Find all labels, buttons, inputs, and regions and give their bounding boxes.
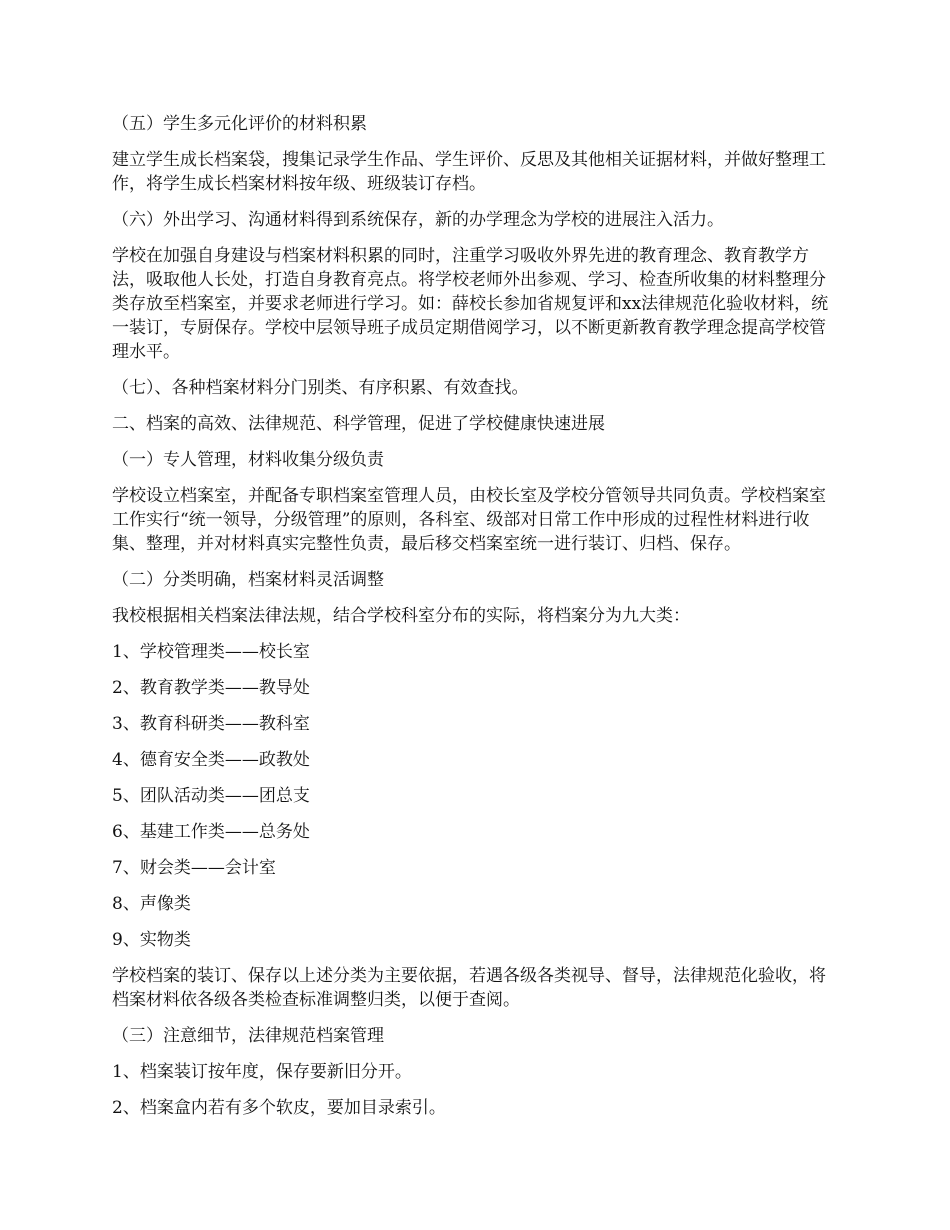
section-heading-7: （七）、各种档案材料分门别类、有序积累、有效查找。 <box>112 378 529 398</box>
chapter-heading-2: 二、档案的高效、法律规范、科学管理，促进了学校健康快速进展 <box>112 414 605 434</box>
subsection-heading-2: （二）分类明确，档案材料灵活调整 <box>112 570 384 590</box>
classification-item-1: 1、学校管理类——校长室 <box>112 642 310 662</box>
subsection-heading-3: （三）注意细节，法律规范档案管理 <box>112 1026 384 1046</box>
paragraph-binding-and-storage: 学校档案的装订、保存以上述分类为主要依据，若遇各级各类视导、督导，法律规范化验收，将档案材料依各级各类检查标准调整归类，以便于查阅。 <box>112 966 826 1010</box>
classification-item-4: 4、德育安全类——政教处 <box>112 750 310 770</box>
document-body <box>112 112 838 1132</box>
paragraph-archive-room-management: 学校设立档案室，并配备专职档案室管理人员，由校长室及学校分管领导共同负责。学校档案室工作实行“统一领导，分级管理”的原则，各科室、级部对日常工作中形成的过程性材料进行收集、整理，并对材料真实完整性负责，最后移交档案室统一进行装订、归档、保存。 <box>112 486 826 554</box>
classification-item-9: 9、实物类 <box>112 930 191 950</box>
paragraph-classification-intro: 我校根据相关档案法律法规，结合学校科室分布的实际，将档案分为九大类： <box>112 606 690 626</box>
classification-item-2: 2、教育教学类——教导处 <box>112 678 310 698</box>
detail-item-2: 2、档案盒内若有多个软皮，要加目录索引。 <box>112 1098 446 1118</box>
subsection-heading-1: （一）专人管理，材料收集分级负责 <box>112 450 384 470</box>
classification-item-7: 7、财会类——会计室 <box>112 858 276 878</box>
classification-item-3: 3、教育科研类——教科室 <box>112 714 310 734</box>
section-heading-6: （六）外出学习、沟通材料得到系统保存，新的办学理念为学校的进展注入活力。 <box>112 210 724 230</box>
section-heading-5: （五）学生多元化评价的材料积累 <box>112 114 367 134</box>
classification-item-5: 5、团队活动类——团总支 <box>112 786 310 806</box>
classification-item-6: 6、基建工作类——总务处 <box>112 822 310 842</box>
detail-item-1: 1、档案装订按年度，保存要新旧分开。 <box>112 1062 412 1082</box>
classification-item-8: 8、声像类 <box>112 894 191 914</box>
paragraph-growth-portfolio: 建立学生成长档案袋，搜集记录学生作品、学生评价、反思及其他相关证据材料，并做好整理工作，将学生成长档案材料按年级、班级装订存档。 <box>112 150 826 194</box>
paragraph-external-learning: 学校在加强自身建设与档案材料积累的同时，注重学习吸收外界先进的教育理念、教育教学方法，吸取他人长处，打造自身教育亮点。将学校老师外出参观、学习、检查所收集的材料整理分类存放至档案室，并要求老师进行学习。如：薛校长参加省规复评和xx法律规范化验收材料，统一装订，专厨保存。学校中层领导班子成员定期借阅学习，以不断更新教育教学理念提高学校管理水平。 <box>112 246 829 362</box>
